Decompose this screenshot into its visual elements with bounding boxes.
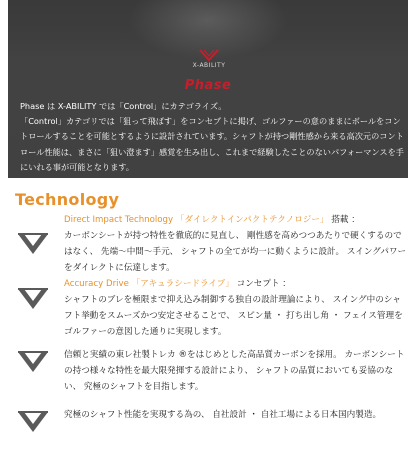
technology-item-body: シャフトのブレを極限まで抑え込み制御する独自の設計理論により、 スイング中のシャフト挙動をスムーズかつ安定させることで、 スピン量 ・ 打ち出し角 ・ フェイス管理をゴルファーの意図した通りに実現します。 <box>64 295 403 337</box>
chevron-v-icon <box>16 409 50 435</box>
hero-paragraph-1: Phase は X-ABILITY では「Control」にカテゴライズ。 <box>20 101 227 111</box>
technology-item-suffix: 搭載 ： <box>328 215 360 225</box>
chevron-v-icon <box>16 286 50 312</box>
technology-item-body: 信頼と実績の東レ社製トレカ ®をはじめとした高品質カーボンを採用。 カーボンシートの持つ様々な特性を最大限発揮する設計により、 シャフトの品質においても妥協のない、 究極のシャフトを目指します。 <box>64 350 405 392</box>
chevron-v-icon <box>16 231 50 257</box>
technology-heading: Technology <box>15 190 120 209</box>
technology-item-text <box>64 407 408 423</box>
technology-item-text <box>64 276 408 340</box>
technology-item-suffix: コンセプト ： <box>233 279 291 289</box>
hero-description <box>20 99 404 175</box>
hero-paragraph-2: 「Control」カテゴリでは「狙って飛ばす」をコンセプトに掲げ、ゴルファーの意のままにボールをコントロールすることを可能とするように設計されています。シャフトが持つ剛性感から来る高次元のコントロール性能は、まさに「狙い澄ます」感覚を生み出し、これまで経験したことのないパフォーマンスを手にいれる事が可能となります。 <box>20 116 404 172</box>
technology-item-highlight: Accuracy Drive 「アキュラシードライブ」 <box>64 279 234 289</box>
phase-title: Phase <box>184 78 232 93</box>
technology-item-text <box>64 212 408 276</box>
chevron-v-icon <box>16 349 50 375</box>
technology-item-body: 究極のシャフト性能を実現する為の、 自社設計 ・ 自社工場による日本国内製造。 <box>64 410 382 420</box>
brand-logo-text: X-ABILITY <box>192 62 226 69</box>
x-ability-logo-icon <box>198 48 220 62</box>
technology-item-body: カーボンシートが持つ特性を徹底的に見直し、 剛性感を高めつつあたりで硬くするのではなく、 先端〜中間〜手元、 シャフトの全てが均一に動くように設計。 スイングパワーをダイレクトに伝達します。 <box>64 231 407 273</box>
hero-banner <box>8 0 408 178</box>
technology-item-text <box>64 347 408 395</box>
technology-item-highlight: Direct Impact Technology 「ダイレクトインパクトテクノロジー」 <box>64 215 329 225</box>
